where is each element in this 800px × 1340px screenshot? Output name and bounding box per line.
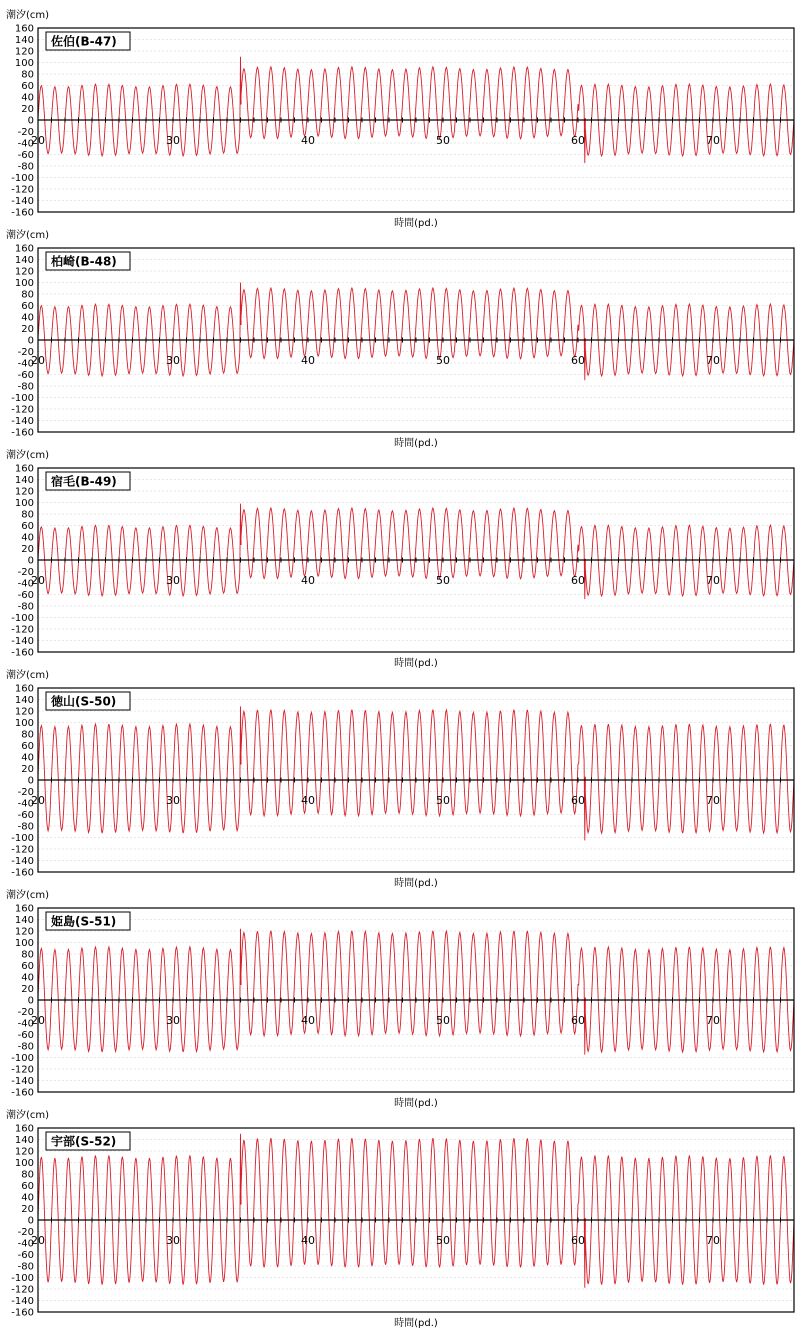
y-tick-label: 20 — [21, 544, 34, 555]
x-tick-label: 20 — [31, 134, 45, 147]
x-tick-label: 50 — [436, 1234, 450, 1247]
x-axis-label: 時間(pd.) — [394, 1318, 438, 1329]
y-tick-label: 160 — [14, 1123, 34, 1135]
x-tick-label: 30 — [166, 574, 180, 587]
y-tick-label: 60 — [21, 961, 34, 972]
y-tick-label: -100 — [11, 393, 34, 404]
y-tick-label: -40 — [17, 138, 34, 150]
y-tick-label: 120 — [14, 486, 34, 498]
y-tick-label: 120 — [14, 46, 34, 58]
x-tick-label: 30 — [166, 354, 180, 367]
y-tick-label: 60 — [21, 81, 34, 92]
y-tick-label: -80 — [17, 821, 34, 833]
y-tick-label: 140 — [14, 1135, 34, 1146]
y-tick-label: 40 — [21, 92, 34, 104]
y-tick-label: -100 — [11, 173, 34, 184]
y-tick-label: -140 — [11, 416, 34, 427]
chart-panel-4 — [6, 668, 794, 889]
y-tick-label: 60 — [21, 741, 34, 752]
y-tick-label: -120 — [11, 1064, 34, 1076]
y-tick-label: -100 — [11, 613, 34, 624]
y-tick-label: -160 — [11, 207, 34, 219]
y-tick-label: -20 — [17, 347, 34, 358]
series-line — [38, 706, 794, 840]
y-tick-label: 160 — [14, 23, 34, 35]
series-line — [38, 504, 794, 599]
x-tick-label: 60 — [571, 794, 585, 807]
y-tick-label: 20 — [21, 1204, 34, 1215]
x-axis-label: 時間(pd.) — [394, 1098, 438, 1109]
x-tick-label: 70 — [706, 574, 720, 587]
x-tick-label: 20 — [31, 794, 45, 807]
y-tick-label: 60 — [21, 521, 34, 532]
x-tick-label: 20 — [31, 574, 45, 587]
y-tick-label: -140 — [11, 196, 34, 207]
y-tick-label: 40 — [21, 972, 34, 984]
y-tick-label: -160 — [11, 867, 34, 879]
y-tick-label: 140 — [14, 915, 34, 926]
y-axis-label: 潮汐(cm) — [6, 10, 50, 21]
x-tick-label: 40 — [301, 134, 315, 147]
x-tick-label: 50 — [436, 134, 450, 147]
x-tick-label: 70 — [706, 134, 720, 147]
y-tick-label: 140 — [14, 475, 34, 486]
y-tick-label: -20 — [17, 1007, 34, 1018]
y-tick-label: -80 — [17, 381, 34, 393]
y-axis-label: 潮汐(cm) — [6, 670, 50, 681]
y-tick-label: -160 — [11, 1307, 34, 1319]
x-tick-label: 20 — [31, 354, 45, 367]
x-tick-label: 30 — [166, 794, 180, 807]
x-tick-label: 40 — [301, 574, 315, 587]
y-tick-label: -80 — [17, 1261, 34, 1273]
y-axis-label: 潮汐(cm) — [6, 450, 50, 461]
y-tick-label: -140 — [11, 1076, 34, 1087]
y-tick-label: -120 — [11, 184, 34, 196]
x-tick-label: 30 — [166, 1234, 180, 1247]
x-tick-label: 70 — [706, 794, 720, 807]
y-tick-label: -160 — [11, 427, 34, 439]
y-tick-label: -40 — [17, 578, 34, 590]
y-tick-label: -120 — [11, 844, 34, 856]
y-tick-label: 20 — [21, 324, 34, 335]
y-tick-label: 120 — [14, 926, 34, 938]
y-tick-label: 20 — [21, 104, 34, 115]
x-tick-label: 40 — [301, 794, 315, 807]
y-tick-label: -20 — [17, 127, 34, 138]
station-title: 徳山(S-50) — [51, 694, 117, 709]
y-tick-label: 100 — [14, 1158, 34, 1169]
series-line — [38, 57, 794, 163]
y-tick-label: 0 — [27, 995, 34, 1007]
y-axis-label: 潮汐(cm) — [6, 230, 50, 241]
x-axis-label: 時間(pd.) — [394, 878, 438, 889]
series-line — [38, 1134, 794, 1288]
x-axis-label: 時間(pd.) — [394, 218, 438, 229]
y-tick-label: -20 — [17, 787, 34, 798]
chart-panel-3 — [6, 448, 794, 669]
x-tick-label: 50 — [436, 354, 450, 367]
x-tick-label: 30 — [166, 134, 180, 147]
chart-panel-2 — [6, 228, 794, 449]
x-axis-label: 時間(pd.) — [394, 658, 438, 669]
y-tick-label: 40 — [21, 312, 34, 324]
y-tick-label: 80 — [21, 289, 34, 301]
y-tick-label: -140 — [11, 1296, 34, 1307]
y-tick-label: 120 — [14, 1146, 34, 1158]
x-tick-label: 40 — [301, 354, 315, 367]
x-tick-label: 60 — [571, 1014, 585, 1027]
y-tick-label: 80 — [21, 729, 34, 741]
y-tick-label: 160 — [14, 683, 34, 695]
y-tick-label: -140 — [11, 856, 34, 867]
x-tick-label: 20 — [31, 1014, 45, 1027]
y-tick-label: 140 — [14, 35, 34, 46]
y-tick-label: -140 — [11, 636, 34, 647]
y-tick-label: -60 — [17, 590, 34, 601]
y-axis-label: 潮汐(cm) — [6, 890, 50, 901]
y-tick-label: 0 — [27, 775, 34, 787]
y-tick-label: 40 — [21, 752, 34, 764]
y-tick-label: 120 — [14, 706, 34, 718]
y-tick-label: 80 — [21, 949, 34, 961]
y-tick-label: -40 — [17, 1018, 34, 1030]
y-tick-label: 0 — [27, 555, 34, 567]
y-tick-label: 100 — [14, 718, 34, 729]
y-tick-label: -80 — [17, 161, 34, 173]
y-tick-label: -120 — [11, 1284, 34, 1296]
y-tick-label: 40 — [21, 1192, 34, 1204]
chart-panel-5 — [6, 888, 794, 1109]
y-tick-label: 60 — [21, 1181, 34, 1192]
chart-panel-1 — [6, 8, 794, 229]
y-tick-label: 40 — [21, 532, 34, 544]
y-tick-label: -20 — [17, 1227, 34, 1238]
y-tick-label: 160 — [14, 463, 34, 475]
x-tick-label: 60 — [571, 1234, 585, 1247]
y-tick-label: -60 — [17, 1030, 34, 1041]
y-tick-label: -80 — [17, 601, 34, 613]
y-tick-label: -120 — [11, 624, 34, 636]
series-line — [38, 283, 794, 381]
y-tick-label: 80 — [21, 1169, 34, 1181]
y-tick-label: 100 — [14, 938, 34, 949]
x-tick-label: 40 — [301, 1014, 315, 1027]
y-tick-label: 0 — [27, 1215, 34, 1227]
y-tick-label: 120 — [14, 266, 34, 278]
y-tick-label: 0 — [27, 115, 34, 127]
x-tick-label: 50 — [436, 794, 450, 807]
station-title: 柏崎(B-48) — [51, 254, 117, 269]
y-tick-label: -60 — [17, 810, 34, 821]
y-tick-label: 20 — [21, 764, 34, 775]
x-tick-label: 60 — [571, 134, 585, 147]
y-tick-label: 20 — [21, 984, 34, 995]
y-tick-label: -100 — [11, 1273, 34, 1284]
y-tick-label: 160 — [14, 243, 34, 255]
y-tick-label: 140 — [14, 255, 34, 266]
x-tick-label: 30 — [166, 1014, 180, 1027]
y-tick-label: -20 — [17, 567, 34, 578]
y-tick-label: -100 — [11, 833, 34, 844]
y-tick-label: 140 — [14, 695, 34, 706]
x-tick-label: 70 — [706, 1234, 720, 1247]
x-axis-label: 時間(pd.) — [394, 438, 438, 449]
y-tick-label: 160 — [14, 903, 34, 915]
series-line — [38, 929, 794, 1055]
y-tick-label: 60 — [21, 301, 34, 312]
x-tick-label: 60 — [571, 354, 585, 367]
y-tick-label: 0 — [27, 335, 34, 347]
station-title: 姫島(S-51) — [51, 914, 117, 929]
y-tick-label: -60 — [17, 370, 34, 381]
y-tick-label: 100 — [14, 58, 34, 69]
x-tick-label: 60 — [571, 574, 585, 587]
chart-panel-6 — [6, 1108, 794, 1329]
y-tick-label: -60 — [17, 150, 34, 161]
y-axis-label: 潮汐(cm) — [6, 1110, 50, 1121]
x-tick-label: 20 — [31, 1234, 45, 1247]
y-tick-label: -80 — [17, 1041, 34, 1053]
y-tick-label: -120 — [11, 404, 34, 416]
y-tick-label: -40 — [17, 798, 34, 810]
x-tick-label: 40 — [301, 1234, 315, 1247]
x-tick-label: 50 — [436, 574, 450, 587]
x-tick-label: 70 — [706, 1014, 720, 1027]
y-tick-label: -100 — [11, 1053, 34, 1064]
x-tick-label: 50 — [436, 1014, 450, 1027]
y-tick-label: -60 — [17, 1250, 34, 1261]
y-tick-label: -40 — [17, 358, 34, 370]
y-tick-label: 80 — [21, 69, 34, 81]
y-tick-label: -40 — [17, 1238, 34, 1250]
y-tick-label: 80 — [21, 509, 34, 521]
station-title: 宇部(S-52) — [51, 1134, 117, 1149]
y-tick-label: 100 — [14, 498, 34, 509]
station-title: 宿毛(B-49) — [51, 474, 117, 489]
y-tick-label: 100 — [14, 278, 34, 289]
y-tick-label: -160 — [11, 647, 34, 659]
y-tick-label: -160 — [11, 1087, 34, 1099]
station-title: 佐伯(B-47) — [51, 34, 117, 49]
x-tick-label: 70 — [706, 354, 720, 367]
